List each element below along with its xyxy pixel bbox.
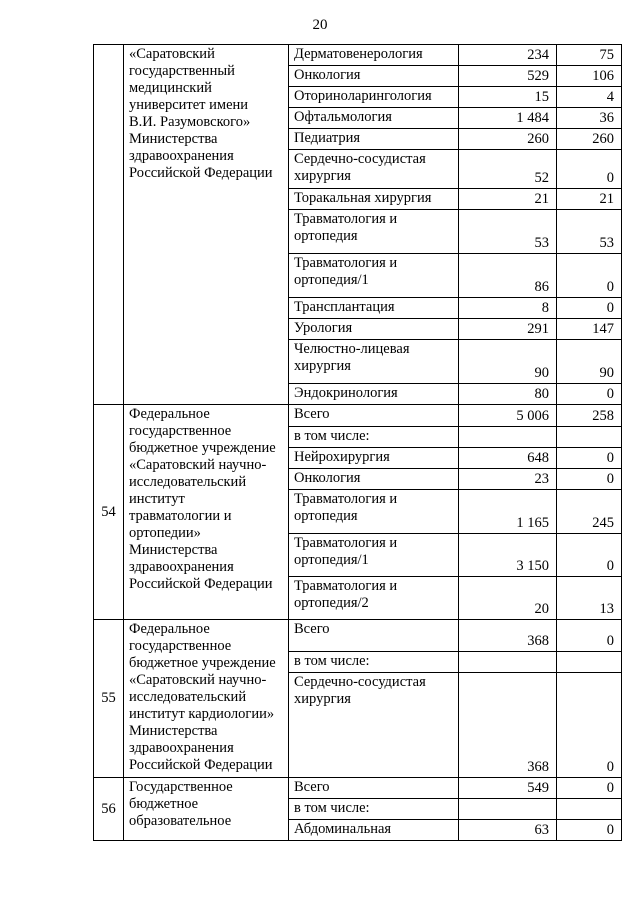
specialty-line: Педиатрия <box>294 130 361 146</box>
specialty-line: Эндокринология <box>294 385 398 401</box>
organization-line: бюджетное учреждение <box>129 440 276 456</box>
specialty-name <box>289 210 459 254</box>
specialty-line: ортопедия/1 <box>294 272 369 288</box>
specialty-name <box>289 534 459 577</box>
value-subset: 21 <box>557 189 622 210</box>
value-total: 8 <box>459 298 557 319</box>
value-subset: 53 <box>557 210 622 254</box>
organization-line: Государственное <box>129 779 233 795</box>
value-total: 234 <box>459 45 557 66</box>
specialty-line: Сердечно-сосудистая <box>294 151 426 167</box>
specialty-line: Абдоминальная <box>294 821 392 837</box>
value-total <box>459 652 557 673</box>
value-subset <box>557 799 622 820</box>
specialty-line: Травматология и <box>294 211 398 227</box>
row-number: 55 <box>94 620 124 778</box>
specialty-line: в том числе: <box>294 653 370 669</box>
specialty-name <box>289 384 459 405</box>
organization-line: Федеральное <box>129 621 210 637</box>
specialty-name <box>289 254 459 298</box>
organization-line: бюджетное учреждение <box>129 655 276 671</box>
value-subset: 4 <box>557 87 622 108</box>
value-subset <box>557 427 622 448</box>
hospital-specialty-table <box>93 44 622 841</box>
organization-line: государственное <box>129 423 232 439</box>
organization-line: ортопедии» <box>129 525 201 541</box>
value-subset: 0 <box>557 620 622 652</box>
specialty-line: хирургия <box>294 358 351 374</box>
specialty-line: хирургия <box>294 691 351 707</box>
specialty-line: ортопедия <box>294 508 358 524</box>
specialty-name <box>289 577 459 620</box>
value-total: 291 <box>459 319 557 340</box>
specialty-name <box>289 820 459 841</box>
value-total: 80 <box>459 384 557 405</box>
specialty-line: Всего <box>294 406 330 422</box>
specialty-name <box>289 448 459 469</box>
organization-line: университет имени <box>129 97 249 113</box>
organization-line: «Саратовский научно- <box>129 672 267 688</box>
table-row <box>94 620 622 652</box>
value-total: 529 <box>459 66 557 87</box>
organization-line: медицинский <box>129 80 212 96</box>
specialty-line: Всего <box>294 779 330 795</box>
table-row <box>94 778 622 799</box>
value-subset: 0 <box>557 534 622 577</box>
specialty-line: Сердечно-сосудистая <box>294 674 426 690</box>
organization-line: государственный <box>129 63 235 79</box>
organization-name <box>124 620 289 778</box>
value-subset: 0 <box>557 673 622 778</box>
specialty-line: ортопедия/1 <box>294 552 369 568</box>
specialty-name <box>289 620 459 652</box>
organization-line: исследовательский <box>129 689 247 705</box>
specialty-line: Онкология <box>294 470 361 486</box>
row-number <box>94 45 124 405</box>
value-total: 5 006 <box>459 405 557 427</box>
specialty-line: Травматология и <box>294 578 398 594</box>
specialty-line: хирургия <box>294 168 351 184</box>
value-subset: 0 <box>557 469 622 490</box>
organization-line: травматологии и <box>129 508 232 524</box>
specialty-line: Офтальмология <box>294 109 392 125</box>
value-subset: 147 <box>557 319 622 340</box>
specialty-line: Травматология и <box>294 535 398 551</box>
specialty-name <box>289 799 459 820</box>
value-total: 63 <box>459 820 557 841</box>
organization-line: государственное <box>129 638 232 654</box>
organization-name <box>124 405 289 620</box>
organization-line: Министерства <box>129 542 218 558</box>
value-subset: 90 <box>557 340 622 384</box>
value-total <box>459 427 557 448</box>
specialty-name <box>289 673 459 778</box>
specialty-name <box>289 652 459 673</box>
organization-line: здравоохранения <box>129 559 234 575</box>
organization-line: исследовательский <box>129 474 247 490</box>
organization-line: Министерства <box>129 723 218 739</box>
value-total: 53 <box>459 210 557 254</box>
value-total: 368 <box>459 673 557 778</box>
value-total: 21 <box>459 189 557 210</box>
value-subset: 245 <box>557 490 622 534</box>
organization-line: Российской Федерации <box>129 165 273 181</box>
organization-line: институт кардиологии» <box>129 706 275 722</box>
specialty-name <box>289 45 459 66</box>
organization-line: В.И. Разумовского» <box>129 114 251 130</box>
value-total: 368 <box>459 620 557 652</box>
value-subset: 75 <box>557 45 622 66</box>
organization-line: здравоохранения <box>129 148 234 164</box>
organization-line: Министерства <box>129 131 218 147</box>
organization-line: образовательное <box>129 813 232 829</box>
organization-line: «Саратовский <box>129 46 215 62</box>
specialty-name <box>289 298 459 319</box>
value-total: 260 <box>459 129 557 150</box>
value-subset: 106 <box>557 66 622 87</box>
value-total: 90 <box>459 340 557 384</box>
specialty-line: Оториноларингология <box>294 88 432 104</box>
specialty-line: Торакальная хирургия <box>294 190 432 206</box>
organization-line: здравоохранения <box>129 740 234 756</box>
specialty-line: ортопедия <box>294 228 358 244</box>
specialty-name <box>289 427 459 448</box>
value-total: 86 <box>459 254 557 298</box>
row-number: 54 <box>94 405 124 620</box>
organization-line: Российской Федерации <box>129 757 273 773</box>
value-subset: 258 <box>557 405 622 427</box>
specialty-line: Челюстно-лицевая <box>294 341 410 357</box>
value-subset: 0 <box>557 254 622 298</box>
organization-line: институт <box>129 491 185 507</box>
specialty-name <box>289 319 459 340</box>
value-subset: 0 <box>557 778 622 799</box>
specialty-line: Дерматовенерология <box>294 46 423 62</box>
value-total: 549 <box>459 778 557 799</box>
specialty-line: Травматология и <box>294 491 398 507</box>
specialty-name <box>289 405 459 427</box>
value-subset <box>557 652 622 673</box>
value-total: 20 <box>459 577 557 620</box>
specialty-line: Травматология и <box>294 255 398 271</box>
value-total: 15 <box>459 87 557 108</box>
value-total: 1 165 <box>459 490 557 534</box>
organization-name <box>124 778 289 841</box>
specialty-line: Урология <box>294 320 353 336</box>
specialty-name <box>289 129 459 150</box>
table-row <box>94 45 622 66</box>
specialty-name <box>289 778 459 799</box>
specialty-name <box>289 150 459 189</box>
specialty-line: Нейрохирургия <box>294 449 390 465</box>
value-total: 3 150 <box>459 534 557 577</box>
specialty-line: Трансплантация <box>294 299 395 315</box>
specialty-name <box>289 490 459 534</box>
specialty-line: в том числе: <box>294 800 370 816</box>
specialty-name <box>289 87 459 108</box>
organization-line: бюджетное <box>129 796 199 812</box>
specialty-name <box>289 189 459 210</box>
value-subset: 36 <box>557 108 622 129</box>
organization-name <box>124 45 289 405</box>
specialty-name <box>289 66 459 87</box>
value-subset: 0 <box>557 448 622 469</box>
value-subset: 0 <box>557 384 622 405</box>
specialty-name <box>289 340 459 384</box>
value-subset: 0 <box>557 820 622 841</box>
value-total: 52 <box>459 150 557 189</box>
value-subset: 0 <box>557 150 622 189</box>
specialty-line: Всего <box>294 621 330 637</box>
value-total: 1 484 <box>459 108 557 129</box>
row-number: 56 <box>94 778 124 841</box>
organization-line: Федеральное <box>129 406 210 422</box>
value-subset: 260 <box>557 129 622 150</box>
specialty-line: в том числе: <box>294 428 370 444</box>
value-total <box>459 799 557 820</box>
value-total: 23 <box>459 469 557 490</box>
value-subset: 13 <box>557 577 622 620</box>
page-number: 20 <box>312 17 328 33</box>
value-subset: 0 <box>557 298 622 319</box>
specialty-line: ортопедия/2 <box>294 595 369 611</box>
table-row <box>94 405 622 427</box>
specialty-name <box>289 108 459 129</box>
organization-line: «Саратовский научно- <box>129 457 267 473</box>
value-total: 648 <box>459 448 557 469</box>
specialty-line: Онкология <box>294 67 361 83</box>
specialty-name <box>289 469 459 490</box>
organization-line: Российской Федерации <box>129 576 273 592</box>
